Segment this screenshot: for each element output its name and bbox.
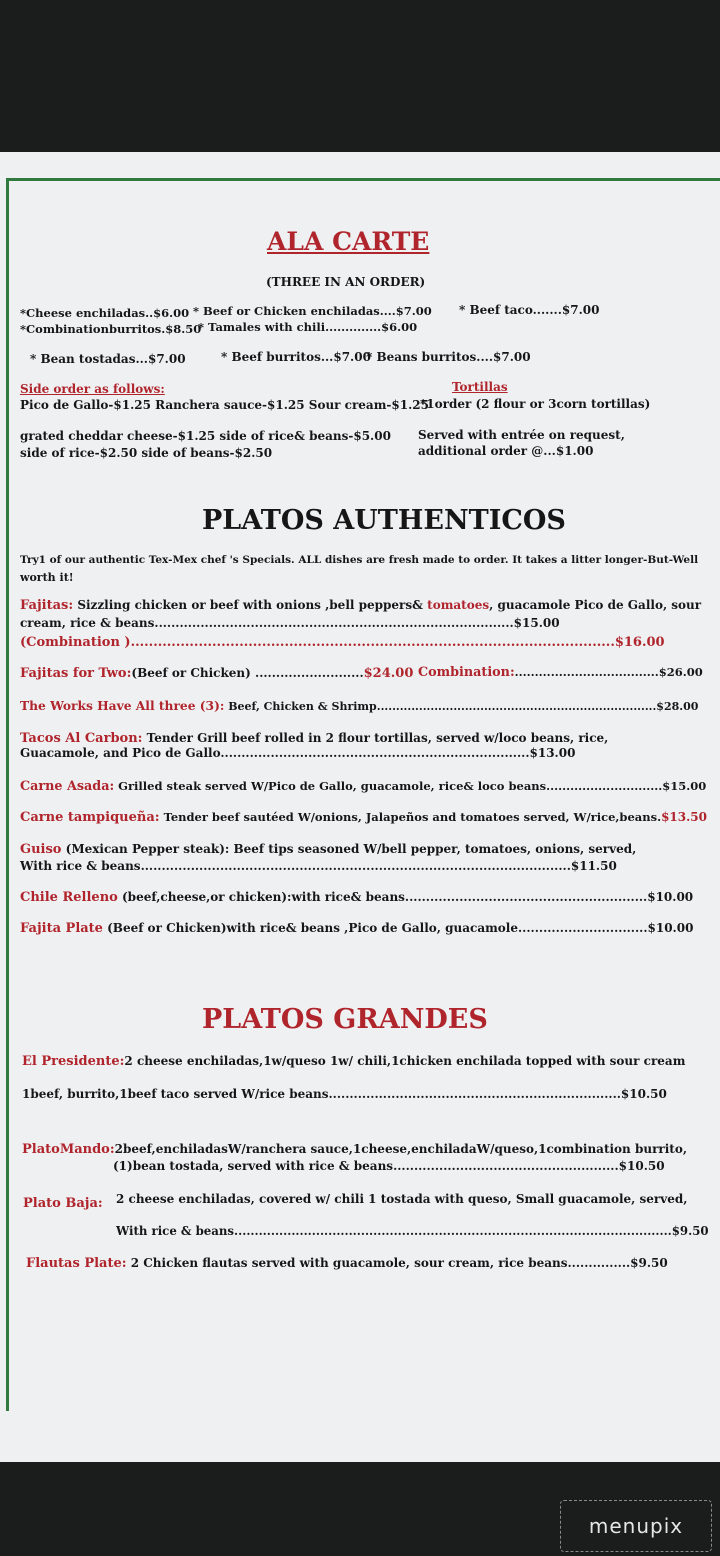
fajitas-desc-highlight: tomatoes: [427, 598, 490, 612]
ala-carte-item: * Beef or Chicken enchiladas....$7.00: [193, 304, 432, 318]
asada-line: [20, 779, 706, 794]
chile-relleno-name: Chile Relleno: [20, 890, 118, 905]
baja-name: Plato Baja:: [23, 1196, 103, 1211]
ala-carte-subtitle: (THREE IN AN ORDER): [266, 275, 426, 289]
fajitas-combination: (Combination )...........................................................................................................$16.00: [20, 635, 665, 650]
mando-desc: 2beef,enchiladasW/ranchera sauce,1cheese,enchiladaW/queso,1combination burrito,: [114, 1142, 688, 1156]
tacos-name: Tacos Al Carbon:: [20, 731, 143, 746]
ala-carte-item: * Tamales with chili..............$6.00: [198, 320, 418, 334]
fajita-plate-name: Fajita Plate: [20, 921, 103, 936]
ala-carte-item: * Bean tostadas...$7.00: [30, 352, 186, 366]
combination-name: Combination:: [418, 665, 515, 680]
side-order-line: side of rice-$2.50 side of beans-$2.50: [20, 446, 273, 460]
mando-line: [22, 1142, 687, 1157]
asada-desc: Grilled steak served W/Pico de Gallo, guacamole, rice& loco beans.............................$15.00: [114, 779, 707, 793]
combination-price: ....................................$26.00: [514, 665, 703, 679]
platos-authenticos-title: PLATOS AUTHENTICOS: [202, 505, 566, 536]
tampiquena-line: [20, 810, 707, 825]
ala-carte-title: ALA CARTE: [267, 227, 430, 256]
fajitas-for-two-line: [20, 666, 413, 681]
presidente-name: El Presidente:: [22, 1054, 125, 1069]
fajitas-for-two-price: $24.00: [363, 666, 414, 681]
fajitas-name: Fajitas:: [20, 598, 74, 613]
baja-desc: With rice & beans...........................................................................................................$9.50: [116, 1224, 709, 1238]
asada-name: Carne Asada:: [20, 779, 115, 794]
ala-carte-item: *Combinationburritos.$8.50: [20, 322, 202, 336]
intro-text: Try1 of our authentic Tex-Mex chef 's Specials. ALL dishes are fresh made to order. It takes a litter longer-But-Well: [20, 554, 699, 566]
tortillas-line: additional order @...$1.00: [418, 444, 594, 458]
tampiquena-desc: Tender beef sautéed W/onions, Jalapeños and tomatoes served, W/rice,beans.: [159, 810, 662, 824]
flautas-name: Flautas Plate:: [26, 1256, 127, 1271]
fajitas-line: [20, 598, 701, 613]
tortillas-line: Served with entrée on request,: [418, 428, 625, 442]
combination-line: [418, 665, 703, 680]
flautas-desc: 2 Chicken flautas served with guacamole, sour cream, rice beans...............$9.50: [126, 1256, 668, 1270]
guiso-desc: (Mexican Pepper steak): Beef tips seasoned W/bell pepper, tomatoes, onions, served,: [61, 842, 637, 856]
tacos-desc: Guacamole, and Pico de Gallo..........................................................................$13.00: [20, 746, 576, 760]
presidente-desc: 1beef, burrito,1beef taco served W/rice beans......................................................................$10.50: [22, 1087, 667, 1101]
works-name: The Works Have All three (3):: [20, 698, 225, 713]
chile-relleno-line: [20, 890, 693, 905]
fajita-plate-desc: (Beef or Chicken)with rice& beans ,Pico de Gallo, guacamole...............................$10.00: [102, 921, 694, 935]
presidente-line: [22, 1054, 685, 1069]
ala-carte-item: *Cheese enchiladas..$6.00: [20, 306, 190, 320]
works-line: [20, 698, 698, 713]
platos-grandes-title: PLATOS GRANDES: [202, 1004, 488, 1035]
guiso-name: Guiso: [20, 842, 62, 857]
tacos-line: [20, 731, 608, 746]
side-order-line: grated cheddar cheese-$1.25 side of rice& beans-$5.00: [20, 429, 391, 443]
fajitas-for-two-desc: (Beef or Chicken) ..........................: [131, 666, 364, 680]
fajitas-desc: , guacamole Pico de Gallo, sour: [489, 598, 702, 612]
tortillas-line: *1order (2 flour or 3corn tortillas): [420, 397, 651, 411]
side-order-heading: Side order as follows:: [20, 382, 165, 396]
flautas-line: [26, 1256, 668, 1271]
tampiquena-name: Carne tampiqueña:: [20, 810, 160, 825]
guiso-line: [20, 842, 636, 857]
ala-carte-item: * Beans burritos....$7.00: [366, 350, 531, 364]
fajitas-desc: Sizzling chicken or beef with onions ,bell peppers&: [73, 598, 428, 612]
presidente-desc: 2 cheese enchiladas,1w/queso 1w/ chili,1chicken enchilada topped with sour cream: [124, 1054, 686, 1068]
side-order-line: Pico de Gallo-$1.25 Ranchera sauce-$1.25 Sour cream-$1.25: [20, 398, 429, 412]
ala-carte-item: * Beef taco.......$7.00: [459, 303, 600, 317]
tacos-desc: Tender Grill beef rolled in 2 flour tortillas, served w/loco beans, rice,: [142, 731, 609, 745]
fajitas-for-two-name: Fajitas for Two:: [20, 666, 132, 681]
works-desc: Beef, Chicken & Shrimp.........................................................................$28.00: [224, 700, 699, 713]
mando-name: PlatoMando:: [22, 1142, 115, 1157]
tampiquena-price: $13.50: [661, 810, 708, 824]
fajitas-desc: cream, rice & beans......................................................................................$15.00: [20, 616, 560, 630]
fajita-plate-line: [20, 921, 693, 936]
baja-desc: 2 cheese enchiladas, covered w/ chili 1 tostada with queso, Small guacamole, served,: [116, 1192, 688, 1206]
chile-relleno-desc: (beef,cheese,or chicken):with rice& beans..........................................................$10.00: [117, 890, 694, 904]
mando-desc: (1)bean tostada, served with rice & beans......................................................$10.50: [113, 1159, 665, 1173]
tortillas-heading: Tortillas: [452, 380, 508, 394]
menupix-watermark: menupix: [560, 1500, 712, 1552]
intro-text: worth it!: [20, 571, 74, 584]
guiso-desc: With rice & beans.......................................................................................................$11.50: [20, 859, 617, 873]
ala-carte-item: * Beef burritos...$7.00: [221, 350, 371, 364]
